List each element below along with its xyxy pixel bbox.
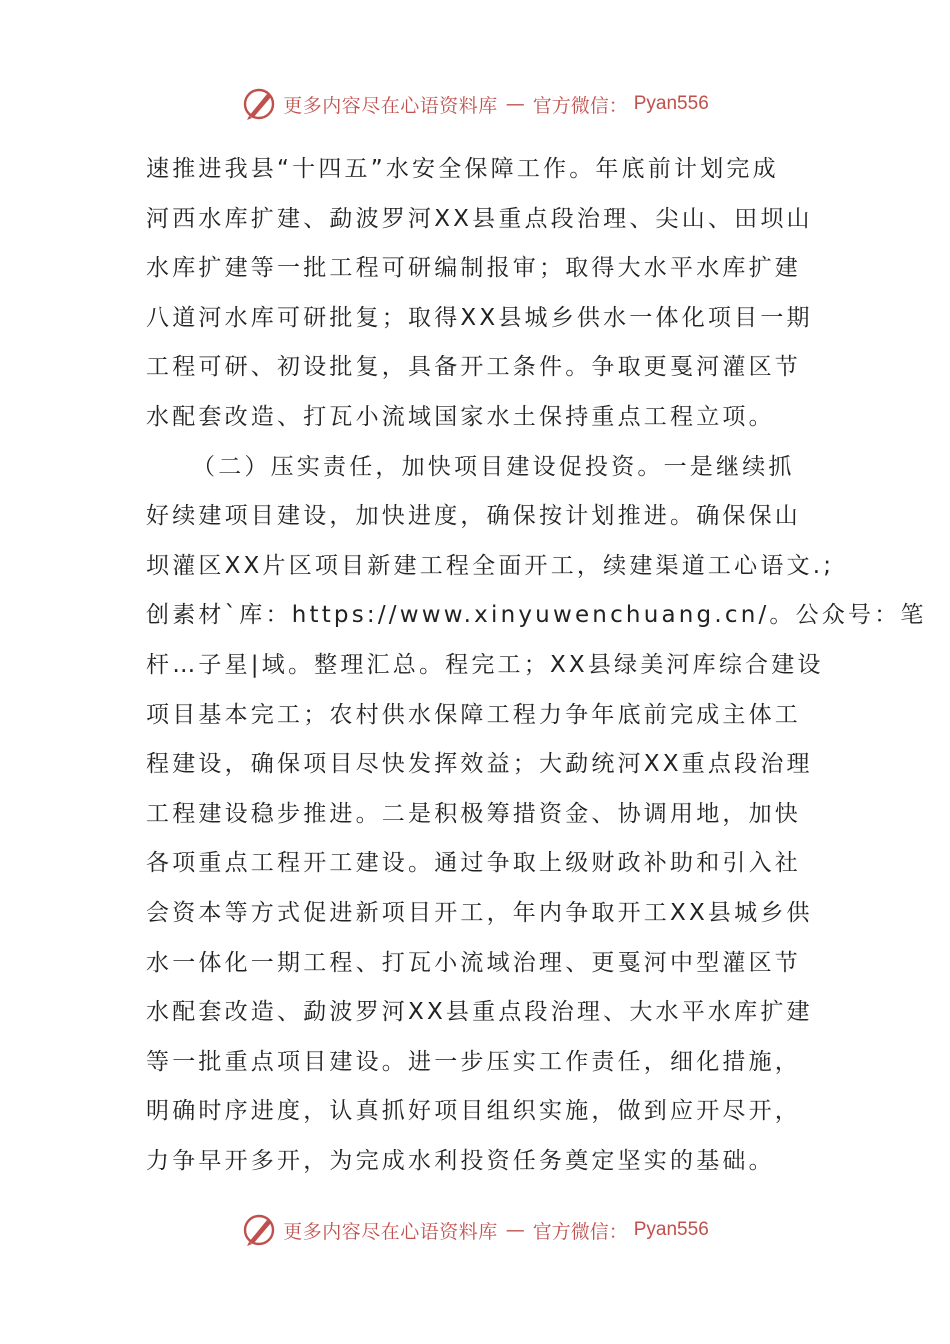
text-line: 水一体化一期工程、打瓦小流域治理、更戛河中型灌区节 bbox=[146, 949, 801, 976]
text-line: 速推进我县“十四五”水安全保障工作。年底前计划完成 bbox=[146, 156, 779, 182]
text-line: 力争早开多开，为完成水利投资任务奠定坚实的基础。 bbox=[146, 1147, 775, 1174]
text-line: 杆…子星|域。整理汇总。程完工；XX县绿美河库综合建设 bbox=[146, 651, 824, 678]
text-line: 水库扩建等一批工程可研编制报审；取得大水平水库扩建 bbox=[146, 255, 801, 282]
footer-banner bbox=[0, 1210, 950, 1250]
text-line: 项目基本完工；农村供水保障工程力争年底前完成主体工 bbox=[146, 701, 801, 728]
banner-separator: — bbox=[505, 1219, 525, 1241]
text-line: 程建设，确保项目尽快发挥效益；大勐统河XX重点段治理 bbox=[146, 751, 813, 778]
banner-wechat-label: 官方微信： bbox=[532, 1220, 628, 1243]
text-line: 等一批重点项目建设。进一步压实工作责任，细化措施， bbox=[146, 1048, 801, 1075]
banner-wechat-id: Pyan556 bbox=[633, 1219, 709, 1240]
text-line: 工程可研、初设批复，具备开工条件。争取更戛河灌区节 bbox=[146, 354, 801, 381]
banner-wechat-label: 官方微信： bbox=[532, 94, 628, 117]
pen-logo-icon bbox=[241, 86, 277, 122]
banner-separator: — bbox=[505, 93, 525, 115]
text-line: 好续建项目建设，加快进度，确保按计划推进。确保保山 bbox=[146, 503, 801, 530]
text-line: 创素材`库：https://www.xinyuwenchuang.cn/。公众号：笔 bbox=[146, 602, 927, 629]
banner-text: 更多内容尽在心语资料库 bbox=[283, 1220, 498, 1243]
pen-logo-icon bbox=[241, 1212, 277, 1248]
text-line: 八道河水库可研批复；取得XX县城乡供水一体化项目一期 bbox=[146, 304, 813, 331]
text-line: 坝灌区XX片区项目新建工程全面开工，续建渠道工心语文.; bbox=[146, 552, 835, 579]
banner-text: 更多内容尽在心语资料库 bbox=[283, 94, 498, 117]
header-banner bbox=[0, 84, 950, 124]
text-line: 各项重点工程开工建设。通过争取上级财政补助和引入社 bbox=[146, 850, 801, 877]
text-line: 水配套改造、打瓦小流域国家水土保持重点工程立项。 bbox=[146, 403, 775, 430]
text-line: 河西水库扩建、勐波罗河XX县重点段治理、尖山、田坝山 bbox=[146, 205, 813, 232]
text-line: 水配套改造、勐波罗河XX县重点段治理、大水平水库扩建 bbox=[146, 999, 813, 1026]
banner-wechat-id: Pyan556 bbox=[633, 93, 709, 114]
text-line: 会资本等方式促进新项目开工，年内争取开工XX县城乡供 bbox=[146, 899, 813, 926]
text-line: 明确时序进度，认真抓好项目组织实施，做到应开尽开， bbox=[146, 1098, 801, 1125]
document-body bbox=[146, 145, 927, 1186]
section-heading-line: （二）压实责任，加快项目建设促投资。一是继续抓 bbox=[192, 453, 795, 480]
text-line: 工程建设稳步推进。二是积极筹措资金、协调用地，加快 bbox=[146, 800, 801, 827]
